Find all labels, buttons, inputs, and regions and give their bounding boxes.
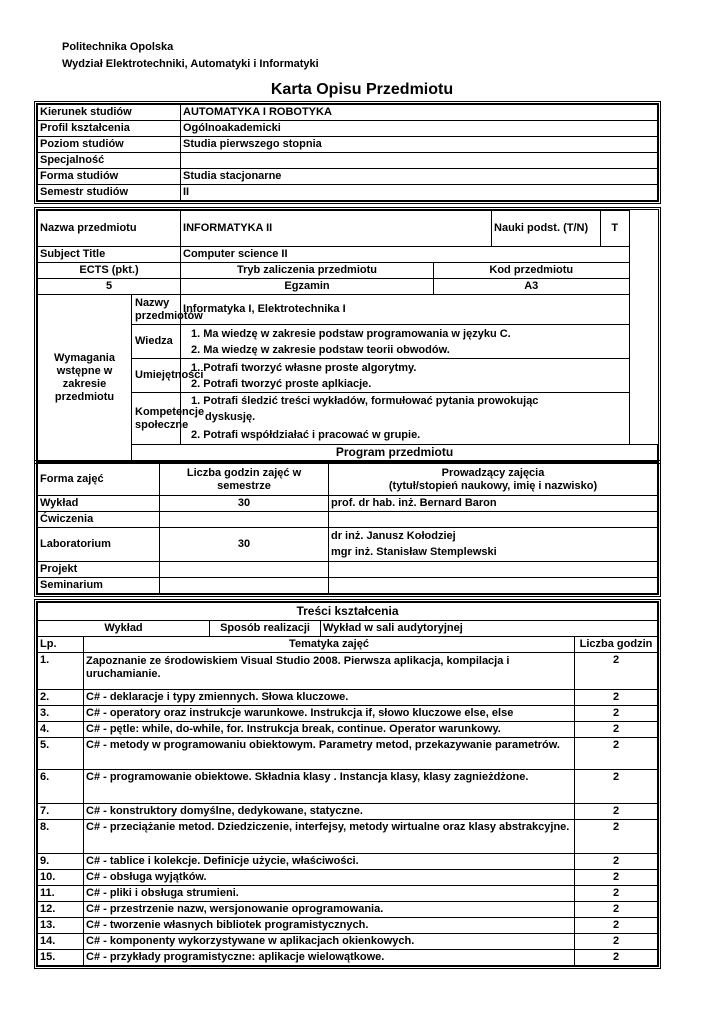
row-hours: 2 xyxy=(575,804,658,820)
study-label: Forma studiów xyxy=(38,169,181,185)
form-hours: 30 xyxy=(160,496,329,512)
faculty-name: Wydział Elektrotechniki, Automatyki i Informatyki xyxy=(62,58,319,70)
list-item: dyskusję. xyxy=(205,411,256,423)
subject-code-label: Kod przedmiotu xyxy=(434,263,629,279)
method-label: Sposób realizacji xyxy=(210,621,321,637)
row-topic: C# - obsługa wyjątków. xyxy=(84,870,575,886)
row-hours: 2 xyxy=(575,918,658,934)
exam-mode-value: Egzamin xyxy=(181,279,434,295)
form-teacher: dr inż. Janusz Kołodziej xyxy=(331,530,456,542)
row-number: 4. xyxy=(38,722,84,738)
table-row xyxy=(38,918,658,934)
study-row xyxy=(38,153,658,169)
study-row xyxy=(38,185,658,201)
study-value xyxy=(181,153,658,169)
study-value: Studia pierwszego stopnia xyxy=(181,137,658,153)
subject-title-value: Computer science II xyxy=(181,247,629,263)
ects-label: ECTS (pkt.) xyxy=(38,263,181,279)
row-hours: 2 xyxy=(575,820,658,854)
table-row xyxy=(38,738,658,770)
row-number: 14. xyxy=(38,934,84,950)
row-hours: 2 xyxy=(575,738,658,770)
row-number: 9. xyxy=(38,854,84,870)
row-topic: C# - konstruktory domyślne, dedykowane, statyczne. xyxy=(84,804,575,820)
table-row xyxy=(38,950,658,966)
lp-header: Lp. xyxy=(38,637,84,653)
social-competence-label: Kompetencje społeczne xyxy=(132,393,181,445)
row-hours: 2 xyxy=(575,770,658,804)
row-hours: 2 xyxy=(575,653,658,690)
row-hours: 2 xyxy=(575,934,658,950)
form-name: Wykład xyxy=(38,496,160,512)
table-row xyxy=(38,854,658,870)
form-teacher xyxy=(329,578,658,594)
list-item: 2. Potrafi współdziałać i pracować w grupie. xyxy=(191,429,421,441)
study-value: Studia stacjonarne xyxy=(181,169,658,185)
knowledge-label: Wiedza xyxy=(132,325,181,359)
row-number: 10. xyxy=(38,870,84,886)
form-hours: 30 xyxy=(160,528,329,562)
skills-list xyxy=(181,359,629,393)
row-number: 12. xyxy=(38,902,84,918)
skills-label: Umiejętności xyxy=(132,359,181,393)
study-info-box xyxy=(34,101,661,204)
table-row xyxy=(38,870,658,886)
form-name: Laboratorium xyxy=(38,528,160,562)
table-row xyxy=(38,770,658,804)
content-box xyxy=(34,599,661,969)
row-hours: 2 xyxy=(575,950,658,966)
row-topic: C# - przeciążanie metod. Dziedziczenie, interfejsy, metody wirtualne oraz klasy abstrakcyjne. xyxy=(84,820,575,854)
study-value: AUTOMATYKA I ROBOTYKA xyxy=(181,105,658,121)
row-hours: 2 xyxy=(575,870,658,886)
row-number: 2. xyxy=(38,690,84,706)
subject-box xyxy=(34,207,661,464)
row-hours: 2 xyxy=(575,854,658,870)
requirements-label: Wymagania wstępne w zakresie przedmiotu xyxy=(38,295,132,461)
row-topic: C# - pętle: while, do-while, for. Instrukcja break, continue. Operator warunkowy. xyxy=(84,722,575,738)
study-row xyxy=(38,105,658,121)
study-row xyxy=(38,169,658,185)
prereq-courses-value: Informatyka I, Elektrotechnika I xyxy=(181,295,629,325)
subject-name-value: INFORMATYKA II xyxy=(181,211,492,247)
teacher-header-line-1: Prowadzący zajęcia xyxy=(441,466,545,479)
table-row xyxy=(38,528,658,562)
basic-sciences-label: Nauki podst. (T/N) xyxy=(492,211,601,247)
study-row xyxy=(38,137,658,153)
row-topic: C# - przestrzenie nazw, wersjonowanie oprogramowania. xyxy=(84,902,575,918)
row-hours: 2 xyxy=(575,706,658,722)
form-teacher: prof. dr hab. inż. Bernard Baron xyxy=(329,496,658,512)
subject-code-value: A3 xyxy=(434,279,629,295)
study-label: Poziom studiów xyxy=(38,137,181,153)
list-item: 2. Potrafi tworzyć proste aplkiacje. xyxy=(191,378,372,390)
row-number: 11. xyxy=(38,886,84,902)
table-row xyxy=(38,902,658,918)
row-number: 1. xyxy=(38,653,84,690)
list-item: 1. Potrafi śledzić treści wykładów, formułować pytania prowokując xyxy=(191,395,539,407)
program-box xyxy=(34,460,661,597)
subject-title-label: Subject Title xyxy=(38,247,181,263)
row-topic: C# - komponenty wykorzystywane w aplikacjach okienkowych. xyxy=(84,934,575,950)
row-number: 3. xyxy=(38,706,84,722)
study-row xyxy=(38,121,658,137)
row-topic: C# - programowanie obiektowe. Składnia klasy . Instancja klasy, klasy zagnieżdżone. xyxy=(84,770,575,804)
row-number: 6. xyxy=(38,770,84,804)
study-label: Kierunek studiów xyxy=(38,105,181,121)
form-teacher xyxy=(329,512,658,528)
form-hours xyxy=(160,578,329,594)
page-title: Karta Opisu Przedmiotu xyxy=(270,81,454,98)
study-label: Profil kształcenia xyxy=(38,121,181,137)
row-topic: C# - operatory oraz instrukcje warunkowe. Instrukcja if, słowo kluczowe else, else xyxy=(84,706,575,722)
row-topic: C# - deklaracje i typy zmiennych. Słowa kluczowe. xyxy=(84,690,575,706)
row-topic: C# - tworzenie własnych bibliotek programistycznych. xyxy=(84,918,575,934)
table-row xyxy=(38,886,658,902)
hours-column-header: Liczba godzin zajęć w semestrze xyxy=(160,464,329,496)
study-value: II xyxy=(181,185,658,201)
basic-sciences-value: T xyxy=(601,211,629,247)
table-row xyxy=(38,653,658,690)
row-hours: 2 xyxy=(575,690,658,706)
table-row xyxy=(38,562,658,578)
social-competence-list xyxy=(181,393,629,445)
list-item: 1. Ma wiedzę w zakresie podstaw programowania w języku C. xyxy=(191,328,511,340)
subject-table xyxy=(37,210,658,461)
table-row xyxy=(38,722,658,738)
list-item: 2. Ma wiedzę w zakresie podstaw teorii obwodów. xyxy=(191,344,450,356)
university-name: Politechnika Opolska xyxy=(62,41,174,53)
study-info-table xyxy=(37,104,658,201)
row-number: 5. xyxy=(38,738,84,770)
study-label: Specjalność xyxy=(38,153,181,169)
row-topic: C# - metody w programowaniu obiektowym. Parametry metod, przekazywanie parametrów. xyxy=(84,738,575,770)
table-row xyxy=(38,820,658,854)
row-topic: C# - przykłady programistyczne: aplikacje wielowątkowe. xyxy=(84,950,575,966)
method-value: Wykład w sali audytoryjnej xyxy=(321,621,658,637)
table-row xyxy=(38,706,658,722)
table-row xyxy=(38,934,658,950)
form-hours xyxy=(160,562,329,578)
table-row xyxy=(38,512,658,528)
row-number: 8. xyxy=(38,820,84,854)
row-hours: 2 xyxy=(575,722,658,738)
teacher-header-line-2: (tytuł/stopień naukowy, imię i nazwisko) xyxy=(388,479,598,492)
content-type-label: Wykład xyxy=(38,621,210,637)
table-row xyxy=(38,690,658,706)
subject-name-label: Nazwa przedmiotu xyxy=(38,211,181,247)
row-topic: C# - tablice i kolekcje. Definicje użycie, właściwości. xyxy=(84,854,575,870)
form-name: Ćwiczenia xyxy=(38,512,160,528)
knowledge-list xyxy=(181,325,629,359)
prereq-courses-label: Nazwy przedmiotów xyxy=(132,295,181,325)
study-label: Semestr studiów xyxy=(38,185,181,201)
program-section-title: Program przedmiotu xyxy=(132,445,658,461)
table-row xyxy=(38,496,658,512)
hours-header: Liczba godzin xyxy=(575,637,658,653)
form-name: Projekt xyxy=(38,562,160,578)
row-hours: 2 xyxy=(575,886,658,902)
form-teachers xyxy=(329,528,658,562)
teacher-column-header xyxy=(329,464,658,496)
row-number: 15. xyxy=(38,950,84,966)
row-number: 7. xyxy=(38,804,84,820)
row-topic: Zapoznanie ze środowiskiem Visual Studio 2008. Pierwsza aplikacja, kompilacja i uruchamianie. xyxy=(84,653,575,690)
form-column-header: Forma zajęć xyxy=(38,464,160,496)
form-teacher xyxy=(329,562,658,578)
topic-header: Tematyka zajęć xyxy=(84,637,575,653)
table-row xyxy=(38,578,658,594)
study-value: Ogólnoakademicki xyxy=(181,121,658,137)
form-hours xyxy=(160,512,329,528)
program-table xyxy=(37,463,658,594)
content-section-title: Treści kształcenia xyxy=(38,603,658,621)
content-table xyxy=(37,602,658,966)
table-row xyxy=(38,804,658,820)
row-hours: 2 xyxy=(575,902,658,918)
form-teacher: mgr inż. Stanisław Stemplewski xyxy=(331,546,497,558)
list-item: 1. Potrafi tworzyć własne proste algorytmy. xyxy=(191,362,417,374)
row-topic: C# - pliki i obsługa strumieni. xyxy=(84,886,575,902)
ects-value: 5 xyxy=(38,279,181,295)
form-name: Seminarium xyxy=(38,578,160,594)
exam-mode-label: Tryb zaliczenia przedmiotu xyxy=(181,263,434,279)
row-number: 13. xyxy=(38,918,84,934)
